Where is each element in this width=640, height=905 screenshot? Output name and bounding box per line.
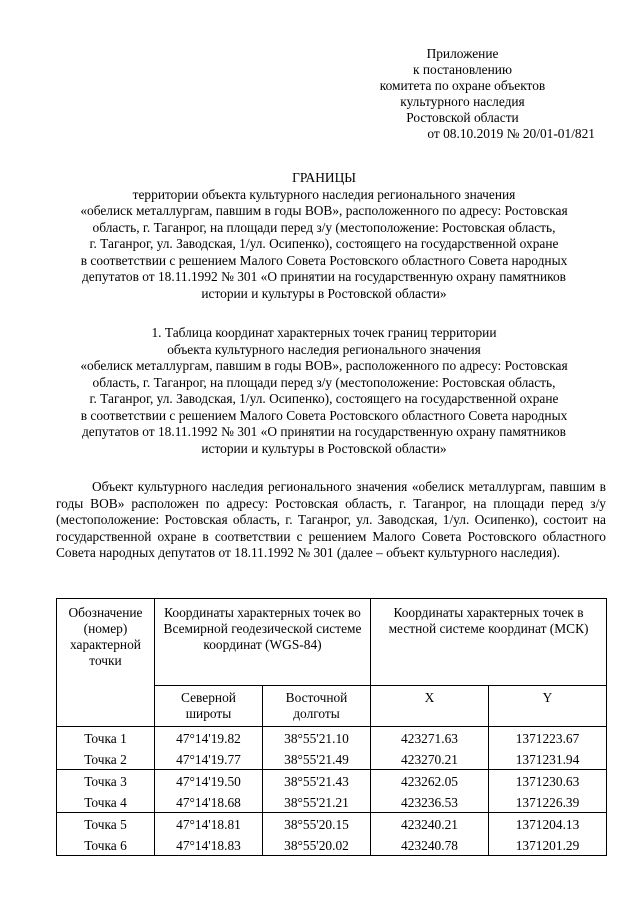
section-line: г. Таганрог, ул. Заводская, 1/ул. Осипенко), состоящего на государственной охране (89, 391, 559, 406)
appendix-line: культурного наследия (400, 94, 525, 109)
cell-lat: 47°14'18.81 (155, 813, 263, 835)
header-point: Обозначение (номер) характерной точки (57, 599, 155, 727)
cell-point: Точка 1 (57, 727, 155, 749)
cell-lon: 38°55'21.49 (263, 748, 371, 770)
cell-lat: 47°14'19.77 (155, 748, 263, 770)
appendix-date: от 08.10.2019 № 20/01-01/821 (427, 126, 595, 141)
header-x: X (371, 686, 489, 727)
section-line: 1. Таблица координат характерных точек границ территории (151, 325, 497, 340)
coordinates-table (56, 598, 607, 856)
cell-x: 423236.53 (371, 791, 489, 813)
cell-point: Точка 2 (57, 748, 155, 770)
cell-y: 1371226.39 (489, 791, 607, 813)
appendix-header (330, 46, 595, 142)
cell-lon: 38°55'21.43 (263, 770, 371, 792)
section-line: депутатов от 18.11.1992 № 301 «О принятии на государственную охрану памятников (81, 424, 566, 439)
cell-lat: 47°14'18.83 (155, 834, 263, 856)
cell-x: 423240.21 (371, 813, 489, 835)
table-row (57, 727, 607, 749)
cell-y: 1371231.94 (489, 748, 607, 770)
title-line: г. Таганрог, ул. Заводская, 1/ул. Осипенко), состоящего на государственной охране (89, 236, 559, 251)
cell-lat: 47°14'19.82 (155, 727, 263, 749)
table-row (57, 791, 607, 813)
title-line: «обелиск металлургам, павшим в годы ВОВ», расположенного по адресу: Ростовская (80, 203, 568, 218)
appendix-line: Приложение (426, 46, 499, 61)
cell-x: 423271.63 (371, 727, 489, 749)
cell-point: Точка 6 (57, 834, 155, 856)
cell-y: 1371204.13 (489, 813, 607, 835)
cell-x: 423270.21 (371, 748, 489, 770)
header-lon: Восточной долготы (263, 686, 371, 727)
cell-x: 423240.78 (371, 834, 489, 856)
table-row (57, 834, 607, 856)
title-line: в соответствии с решением Малого Совета Ростовского областного Совета народных (80, 252, 568, 268)
appendix-line: Ростовской области (406, 110, 519, 125)
cell-y: 1371201.29 (489, 834, 607, 856)
appendix-line: к постановлению (413, 62, 512, 77)
cell-point: Точка 3 (57, 770, 155, 792)
title-line: территории объекта культурного наследия регионального значения (132, 186, 516, 202)
cell-point: Точка 5 (57, 813, 155, 835)
table-header-row (57, 599, 607, 686)
cell-lat: 47°14'18.68 (155, 791, 263, 813)
cell-y: 1371223.67 (489, 727, 607, 749)
cell-lat: 47°14'19.50 (155, 770, 263, 792)
cell-lon: 38°55'21.10 (263, 727, 371, 749)
section-heading (40, 325, 608, 457)
section-line: истории и культуры в Ростовской области» (201, 440, 447, 456)
cell-y: 1371230.63 (489, 770, 607, 792)
header-msk: Координаты характерных точек в местной системе координат (МСК) (371, 599, 607, 686)
cell-x: 423262.05 (371, 770, 489, 792)
table-row (57, 770, 607, 792)
header-y: Y (489, 686, 607, 727)
section-line: в соответствии с решением Малого Совета Ростовского областного Совета народных (80, 407, 568, 423)
header-lat: Северной широты (155, 686, 263, 727)
title-heading: ГРАНИЦЫ (292, 170, 356, 185)
section-line: область, г. Таганрог, на площади перед з/у (местоположение: Ростовская область, (92, 374, 556, 390)
cell-point: Точка 4 (57, 791, 155, 813)
cell-lon: 38°55'21.21 (263, 791, 371, 813)
table-row (57, 813, 607, 835)
title-line: истории и культуры в Ростовской области» (201, 285, 447, 301)
header-wgs: Координаты характерных точек во Всемирной геодезической системе координат (WGS-84) (155, 599, 371, 686)
table-row (57, 748, 607, 770)
body-paragraph: Объект культурного наследия регионального значения «обелиск металлургам, павшим в годы ВОВ» расположен по адресу: Ростовская область, г. Таганрог, на площади перед з/у (местоположение: Ростовская область, г. Таганрог, ул. Заводская, 1/ул. Осипенко), состоит на государственной охране в соответствии с решением Малого Совета Ростовского областного Совета народных депутатов от 18.11.1992 № 301 (далее – объект культурного наследия). (56, 479, 606, 560)
cell-lon: 38°55'20.15 (263, 813, 371, 835)
title-line: область, г. Таганрог, на площади перед з/у (местоположение: Ростовская область, (92, 219, 556, 235)
section-line: «обелиск металлургам, павшим в годы ВОВ», расположенного по адресу: Ростовская (80, 358, 568, 373)
section-line: объекта культурного наследия регионального значения (167, 341, 481, 357)
document-title (40, 170, 608, 302)
title-line: депутатов от 18.11.1992 № 301 «О принятии на государственную охрану памятников (81, 269, 566, 284)
appendix-line: комитета по охране объектов (379, 78, 546, 93)
cell-lon: 38°55'20.02 (263, 834, 371, 856)
